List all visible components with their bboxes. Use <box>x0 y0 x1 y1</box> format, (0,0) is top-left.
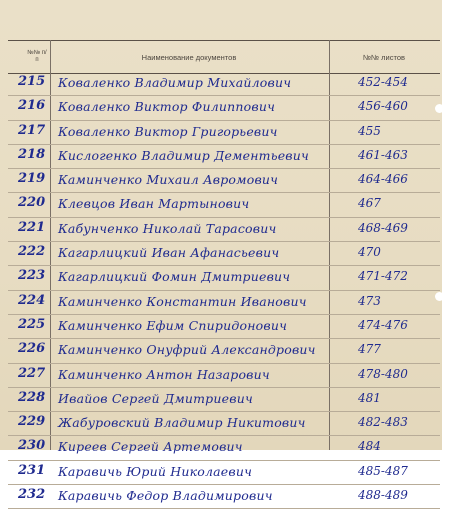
row-number: 226 <box>18 341 46 357</box>
row-number: 216 <box>18 98 46 114</box>
table-row <box>8 72 440 96</box>
row-document-name: Каминченко Ефим Спиридонович <box>58 317 288 333</box>
row-document-name: Жабуровский Владимир Никитович <box>58 415 306 431</box>
row-document-name: Ивайов Сергей Дмитриевич <box>58 390 253 406</box>
row-number: 229 <box>18 414 46 430</box>
row-document-name: Кагарлицкий Иван Афанасьевич <box>58 245 280 261</box>
page-edge <box>442 0 450 450</box>
row-sheet-numbers: 481 <box>358 390 381 405</box>
row-sheet-numbers: 478-480 <box>358 366 408 381</box>
row-number: 217 <box>18 122 46 138</box>
row-sheet-numbers: 471-472 <box>358 269 408 284</box>
header-number: №№ п/п <box>27 50 47 63</box>
table-row <box>8 364 440 388</box>
table-row <box>8 96 440 120</box>
row-sheet-numbers: 456-460 <box>358 99 408 114</box>
table-row <box>8 121 440 145</box>
row-number: 219 <box>18 171 46 187</box>
table-header <box>8 40 440 74</box>
table-row <box>8 461 440 485</box>
row-number: 223 <box>18 268 46 284</box>
row-sheet-numbers: 470 <box>358 245 381 260</box>
table-body <box>8 72 440 509</box>
row-number: 221 <box>18 219 46 235</box>
row-document-name: Каминченко Константин Иванович <box>58 293 307 309</box>
table-row <box>8 218 440 242</box>
row-sheet-numbers: 468-469 <box>358 220 408 235</box>
row-sheet-numbers: 464-466 <box>358 172 408 187</box>
table-row <box>8 485 440 509</box>
row-number: 222 <box>18 244 46 260</box>
table-row <box>8 412 440 436</box>
row-document-name: Коваленко Виктор Григорьевич <box>58 123 278 139</box>
row-sheet-numbers: 467 <box>358 196 381 211</box>
row-sheet-numbers: 482-483 <box>358 415 408 430</box>
header-document-name: Наименование документов <box>141 53 237 62</box>
row-sheet-numbers: 488-489 <box>358 488 408 503</box>
row-sheet-numbers: 485-487 <box>358 463 408 478</box>
row-sheet-numbers: 473 <box>358 293 381 308</box>
row-document-name: Каравичь Федор Владимирович <box>58 488 273 504</box>
table-row <box>8 339 440 363</box>
table-row <box>8 242 440 266</box>
row-document-name: Киреев Сергей Артемович <box>58 439 243 455</box>
table-row <box>8 169 440 193</box>
row-number: 231 <box>18 462 46 478</box>
row-sheet-numbers: 461-463 <box>358 147 408 162</box>
row-number: 227 <box>18 365 46 381</box>
table-row <box>8 193 440 217</box>
row-sheet-numbers: 484 <box>358 439 381 454</box>
row-document-name: Каравичь Юрий Николаевич <box>58 463 253 479</box>
row-number: 218 <box>18 146 46 162</box>
table-row <box>8 388 440 412</box>
row-document-name: Коваленко Виктор Филиппович <box>58 99 276 115</box>
row-number: 220 <box>18 195 46 211</box>
row-number: 232 <box>18 487 46 503</box>
row-document-name: Каминченко Онуфрий Александрович <box>58 342 316 358</box>
row-document-name: Кислогенко Владимир Дементьевич <box>58 147 309 163</box>
row-document-name: Кагарлицкий Фомин Дмитриевич <box>58 269 291 285</box>
row-number: 230 <box>18 438 46 454</box>
row-number: 225 <box>18 316 46 332</box>
row-document-name: Кабунченко Николай Тарасович <box>58 220 277 236</box>
row-number: 215 <box>18 74 46 89</box>
row-document-name: Каминченко Михаил Авромович <box>58 172 279 188</box>
header-sheet-numbers: №№ листов <box>363 53 405 62</box>
row-document-name: Каминченко Антон Назарович <box>58 366 270 382</box>
table-row <box>8 315 440 339</box>
binding-hole <box>435 104 444 113</box>
table-row <box>8 145 440 169</box>
row-document-name: Коваленко Владимир Михайлович <box>58 75 292 90</box>
row-sheet-numbers: 477 <box>358 342 381 357</box>
row-sheet-numbers: 452-454 <box>358 75 408 89</box>
table-row <box>8 266 440 290</box>
row-number: 224 <box>18 292 46 308</box>
table-row <box>8 291 440 315</box>
binding-hole <box>435 292 444 301</box>
row-number: 228 <box>18 389 46 405</box>
table-row <box>8 436 440 460</box>
row-sheet-numbers: 474-476 <box>358 317 408 332</box>
row-document-name: Клевцов Иван Мартынович <box>58 196 250 212</box>
row-sheet-numbers: 455 <box>358 123 381 138</box>
